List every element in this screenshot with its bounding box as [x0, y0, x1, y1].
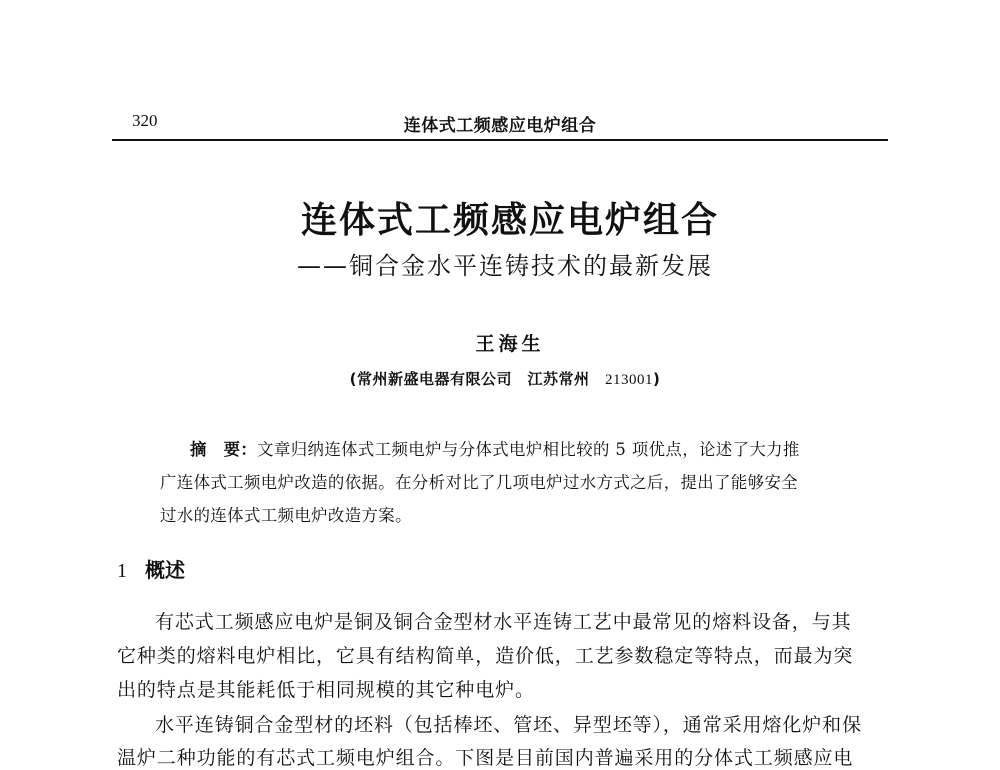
abstract-line-1 [190, 436, 800, 460]
body-line-2: 它种类的熔料电炉相比，它具有结构简单，造价低，工艺参数稳定等特点，而最为突 [117, 645, 854, 667]
article-title: 连体式工频感应电炉组合 [300, 199, 719, 241]
affiliation-close: ) [653, 370, 661, 388]
body-line-4: 水平连铸铜合金型材的坯料（包括棒坯、管坯、异型坯等），通常采用熔化炉和保 [155, 714, 862, 736]
abstract-line-2: 广连体式工频电炉改造的依据。在分析对比了几项电炉过水方式之后，提出了能够安全 [160, 473, 799, 492]
abstract-line-3: 过水的连体式工频电炉改造方案。 [160, 506, 412, 525]
affiliation-text: (常州新盛电器有限公司 江苏常州 [349, 370, 605, 388]
abstract-text: 文章归纳连体式工频电炉与分体式电炉相比较的 5 项优点，论述了大力推 [257, 440, 800, 459]
affiliation-postcode: 213001 [605, 372, 653, 388]
running-header-title: 连体式工频感应电炉组合 [403, 116, 597, 136]
author-name: 王海生 [475, 333, 545, 355]
body-line-1: 有芯式工频感应电炉是铜及铜合金型材水平连铸工艺中最常见的熔料设备，与其 [155, 611, 852, 633]
abstract-label: 摘 要： [190, 440, 258, 459]
page-number: 320 [132, 111, 158, 130]
section-heading [117, 554, 185, 583]
article-subtitle: ——铜合金水平连铸技术的最新发展 [297, 252, 713, 280]
body-line-3: 出的特点是其能耗低于相同规模的其它种电炉。 [117, 679, 535, 701]
author-affiliation [0, 368, 1000, 389]
section-number: 1 [117, 560, 127, 582]
section-title: 概述 [145, 558, 185, 582]
body-line-5: 温炉二种功能的有芯式工频电炉组合。下图是目前国内普遍采用的分体式工频感应电 [117, 747, 854, 769]
header-rule [112, 139, 888, 141]
